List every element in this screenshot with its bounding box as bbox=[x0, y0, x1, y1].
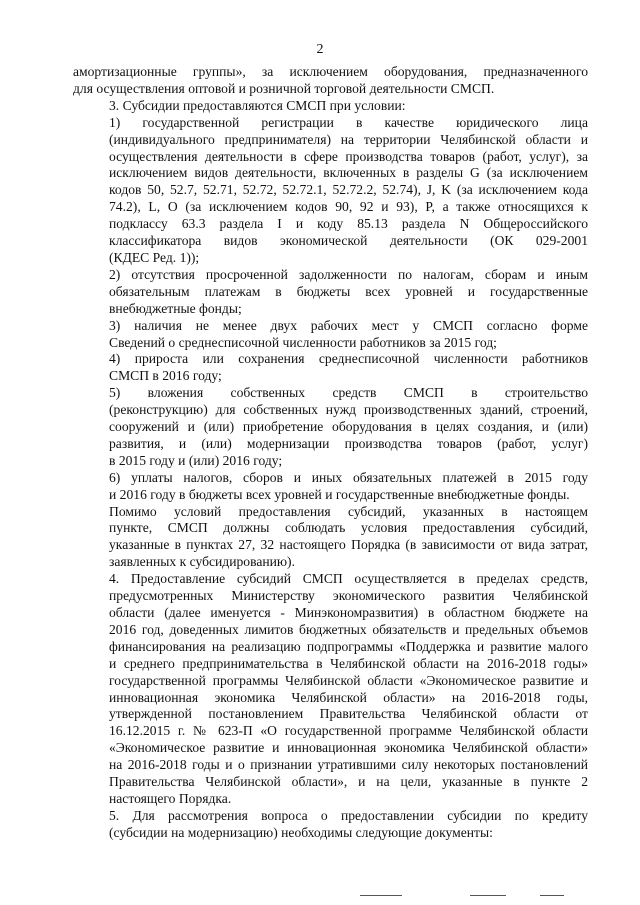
footer-rule-marks bbox=[0, 895, 640, 897]
footer-rule bbox=[470, 895, 506, 896]
text-line: СМСП в 2016 году; bbox=[109, 368, 222, 384]
text-line: 1) государственной регистрации в качестве юридического лица bbox=[109, 114, 588, 130]
text-line: Правительства Челябинской области», и на цели, указанные в пункте 2 bbox=[109, 774, 588, 790]
text-line: предусмотренных Министерству экономического развития Челябинской bbox=[109, 588, 588, 604]
footer-rule bbox=[360, 895, 402, 896]
text-line: осуществления деятельности в сфере производства товаров (работ, услуг), за bbox=[109, 148, 588, 164]
paragraph-condition-4 bbox=[73, 351, 588, 385]
text-line: развития, и (или) модернизации производства товаров (работ, услуг) bbox=[109, 435, 588, 451]
paragraph-section-3 bbox=[73, 98, 588, 115]
text-line: 16.12.2015 г. № 623-П «О государственной программе Челябинской области bbox=[109, 723, 588, 739]
text-line: (субсидии на модернизацию) необходимы следующие документы: bbox=[109, 824, 493, 840]
text-line: и среднего предпринимательства в Челябинской области на 2016-2018 годы» bbox=[109, 655, 588, 671]
text-line: 3) наличия не менее двух рабочих мест у СМСП согласно форме bbox=[109, 317, 588, 333]
text-line: 2016 год, доведенных лимитов бюджетных обязательств и предельных объемов bbox=[109, 621, 588, 637]
text-line: утвержденной постановлением Правительства Челябинской области от bbox=[109, 706, 588, 722]
text-line: внебюджетные фонды; bbox=[109, 300, 242, 316]
text-line: обязательным платежам в бюджеты всех уровней и государственные bbox=[109, 283, 588, 299]
text-line: 2) отсутствия просроченной задолженности по налогам, сборам и иным bbox=[109, 266, 588, 282]
footer-rule bbox=[540, 895, 564, 896]
text-line: 6) уплаты налогов, сборов и иных обязательных платежей в 2015 году bbox=[109, 469, 588, 485]
text-line: финансирования на реализацию подпрограммы «Поддержка и развитие малого bbox=[109, 638, 588, 654]
text-line: классификатора видов экономической деятельности (ОК 029-2001 bbox=[109, 233, 588, 249]
paragraph-condition-2 bbox=[73, 267, 588, 318]
text-line: на 2016-2018 годы и о признании утратившими силу некоторых постановлений bbox=[109, 757, 588, 773]
text-line: 4. Предоставление субсидий СМСП осуществляется в пределах средств, bbox=[109, 571, 588, 587]
text-line: области (далее именуется - Минэкономразвития) в областном бюджете на bbox=[109, 605, 588, 620]
text-line: 5. Для рассмотрения вопроса о предоставлении субсидии по кредиту bbox=[109, 807, 588, 823]
paragraph-condition-5 bbox=[73, 385, 588, 470]
text-line: 3. Субсидии предоставляются СМСП при условии: bbox=[109, 97, 406, 113]
text-line: инновационная экономика Челябинской области» на 2016-2018 годы, bbox=[109, 689, 588, 705]
text-line: подклассу 63.3 раздела I и коду 85.13 раздела N Общероссийского bbox=[109, 216, 588, 232]
text-line: для осуществления оптовой и розничной торговой деятельности СМСП. bbox=[73, 80, 495, 96]
paragraph-condition-1 bbox=[73, 115, 588, 267]
text-line: 4) прироста или сохранения среднесписочной численности работников bbox=[109, 351, 588, 367]
text-line: в 2015 году и (или) 2016 году; bbox=[109, 452, 283, 468]
text-line: и 2016 году в бюджеты всех уровней и государственные внебюджетные фонды. bbox=[109, 486, 570, 502]
document-body bbox=[73, 64, 588, 842]
text-line: (индивидуального предпринимателя) на территории Челябинской области и bbox=[109, 131, 588, 147]
paragraph-section-5 bbox=[73, 808, 588, 842]
paragraph-condition-6 bbox=[73, 470, 588, 504]
paragraph-condition-3 bbox=[73, 318, 588, 352]
text-line: Сведений о среднесписочной численности работников за 2015 год; bbox=[109, 334, 497, 350]
page-number: 2 bbox=[316, 42, 324, 57]
text-line: амортизационные группы», за исключением оборудования, предназначенного bbox=[73, 64, 588, 79]
text-line: заявленных к субсидированию). bbox=[109, 554, 295, 570]
text-line: «Экономическое развитие и инновационная экономика Челябинской области» bbox=[109, 740, 588, 756]
text-line: (реконструкцию) для собственных нужд производственных зданий, строений, bbox=[109, 402, 588, 418]
text-line: (КДЕС Ред. 1)); bbox=[109, 249, 200, 265]
text-line: пункте, СМСП должны соблюдать условия предоставления субсидий, bbox=[109, 520, 588, 536]
text-line: Помимо условий предоставления субсидий, указанных в настоящем bbox=[109, 503, 588, 519]
text-line: 5) вложения собственных средств СМСП в строительство bbox=[109, 385, 588, 401]
text-line: государственной программы Челябинской области «Экономическое развитие и bbox=[109, 672, 588, 688]
text-line: указанные в пунктах 27, 32 настоящего Порядка (в зависимости от вида затрат, bbox=[109, 537, 588, 553]
paragraph-continuation bbox=[73, 64, 588, 98]
text-line: исключением видов деятельности, включенных в разделы G (за исключением bbox=[109, 165, 588, 181]
text-line: настоящего Порядка. bbox=[109, 790, 232, 806]
text-line: сооружений и (или) приобретение оборудования в целях создания, и (или) bbox=[109, 419, 588, 435]
text-line: кодов 50, 52.7, 52.71, 52.72, 52.72.1, 52.72.2, 52.74), J, K (за исключением кода bbox=[109, 182, 588, 198]
text-line: 74.2), L, O (за исключением кодов 90, 92 и 93), P, а также относящихся к bbox=[109, 199, 588, 215]
paragraph-section-4 bbox=[73, 571, 588, 808]
paragraph-additional-conditions bbox=[73, 504, 588, 572]
